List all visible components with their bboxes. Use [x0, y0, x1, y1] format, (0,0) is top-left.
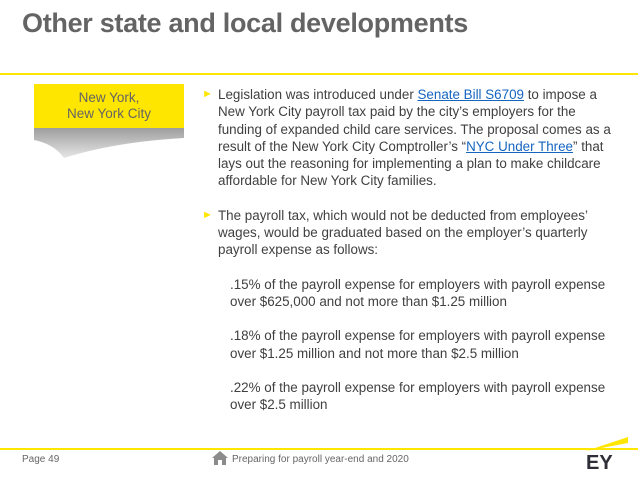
bullet-payroll-tax — [202, 207, 622, 259]
tab-shadow — [34, 128, 184, 158]
footer — [0, 448, 638, 479]
page-title: Other state and local developments — [22, 8, 468, 38]
bullet-arrow-icon: ► — [202, 88, 213, 100]
ey-logo — [582, 433, 630, 473]
bullet-text: The payroll tax, which would not be deducted from employees’ wages, would be graduated based on the employer’s quarterly payroll expense as follows: — [218, 207, 588, 258]
nyc-under-three-link[interactable]: NYC Under Three — [466, 138, 574, 154]
page-number: Page 49 — [22, 454, 60, 465]
rate-item: .18% of the payroll expense for employers with payroll expense over $1.25 million and not more than $2.5 million — [230, 328, 606, 361]
rate-item: .22% of the payroll expense for employers with payroll expense over $2.5 million — [230, 379, 606, 413]
bullet-text: Legislation was introduced under — [218, 87, 418, 102]
content-body — [202, 86, 622, 413]
title-divider — [0, 73, 638, 75]
logo-text: EY — [586, 452, 613, 473]
footer-text: Preparing for payroll year-end and 2020 — [232, 454, 409, 465]
senate-bill-link[interactable]: Senate Bill S6709 — [417, 87, 524, 102]
topic-tab-line1: New York, — [78, 90, 140, 105]
bullet-legislation — [202, 86, 622, 190]
bullet-text: to impose a New York City payroll tax paid by the city’s employers for the funding of expanded child care services. The proposal comes as a result of the New York City Comptroller’s “ — [218, 87, 611, 154]
topic-tab-line2: New York City — [66, 106, 152, 121]
rate-item: .15% of the payroll expense for employers with payroll expense over $625,000 and not more than $1.25 million — [230, 276, 606, 309]
topic-tab — [34, 84, 184, 128]
rate-list — [202, 276, 622, 414]
bullet-text: ” that lays out the reasoning for implementing a plan to make childcare affordable for New York City families. — [218, 138, 604, 189]
bullet-arrow-icon: ► — [202, 208, 213, 221]
home-icon[interactable] — [211, 450, 229, 466]
footer-divider — [0, 448, 638, 450]
